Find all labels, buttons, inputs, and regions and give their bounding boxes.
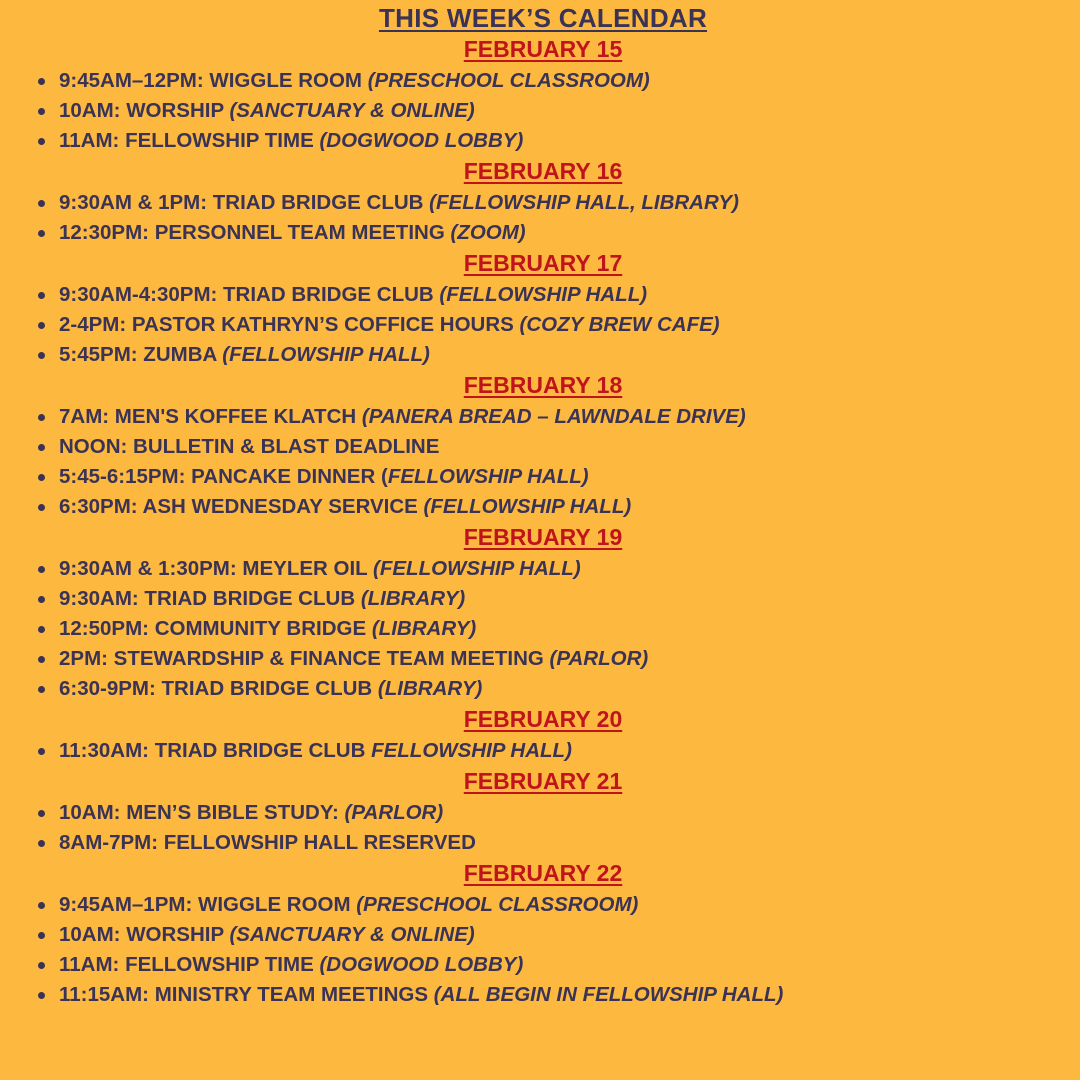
event-text: 12:50PM: COMMUNITY BRIDGE: [59, 617, 372, 640]
day-heading: FEBRUARY 20: [463, 706, 623, 732]
event-location: (LIBRARY): [371, 617, 477, 640]
page-title: THIS WEEK’S CALENDAR: [378, 3, 708, 33]
event-location: (PARLOR): [344, 801, 444, 824]
bullet-icon: [38, 474, 45, 481]
bullet-icon: [38, 444, 45, 451]
event-text: 6:30-9PM: TRIAD BRIDGE CLUB: [59, 677, 378, 700]
event-location: (ZOOM): [450, 221, 526, 244]
event-item: [0, 614, 1080, 644]
event-item: [0, 584, 1080, 614]
event-location: (FELLOWSHIP HALL): [222, 343, 430, 366]
bullet-icon: [38, 840, 45, 847]
event-location: (PRESCHOOL CLASSROOM): [367, 69, 650, 92]
event-text: 9:45AM–1PM: WIGGLE ROOM: [59, 893, 357, 916]
event-text: 9:30AM & 1PM: TRIAD BRIDGE CLUB: [59, 191, 430, 214]
bullet-icon: [38, 78, 45, 85]
bullet-icon: [38, 962, 45, 969]
event-location: (ALL BEGIN IN FELLOWSHIP HALL): [433, 983, 784, 1006]
event-text: 2PM: STEWARDSHIP & FINANCE TEAM MEETING: [59, 647, 550, 670]
event-item: [0, 890, 1080, 920]
bullet-icon: [38, 626, 45, 633]
bullet-icon: [38, 656, 45, 663]
bullet-icon: [38, 932, 45, 939]
event-location: (SANCTUARY & ONLINE): [229, 99, 475, 122]
bullet-icon: [38, 810, 45, 817]
day-section: [0, 522, 1080, 704]
event-location: (PRESCHOOL CLASSROOM): [356, 893, 639, 916]
bullet-icon: [38, 352, 45, 359]
event-location: (PANERA BREAD – LAWNDALE DRIVE): [361, 405, 746, 428]
day-heading: FEBRUARY 17: [463, 250, 623, 276]
bullet-icon: [38, 992, 45, 999]
event-item: [0, 126, 1080, 156]
event-text: 11:15AM: MINISTRY TEAM MEETINGS: [59, 983, 434, 1006]
event-item: [0, 402, 1080, 432]
event-list: [0, 554, 1080, 704]
event-text: 8AM-7PM: FELLOWSHIP HALL RESERVED: [59, 831, 476, 854]
event-item: [0, 554, 1080, 584]
event-location: (FELLOWSHIP HALL): [373, 557, 581, 580]
event-location: (FELLOWSHIP HALL): [439, 283, 648, 306]
event-list: [0, 188, 1080, 248]
event-list: [0, 280, 1080, 370]
event-item: [0, 432, 1080, 462]
bullet-icon: [38, 748, 45, 755]
bullet-icon: [38, 566, 45, 573]
event-item: [0, 644, 1080, 674]
event-list: [0, 890, 1080, 1010]
event-location: (COZY BREW CAFE): [519, 313, 720, 336]
day-section: [0, 156, 1080, 248]
bullet-icon: [38, 902, 45, 909]
event-item: [0, 828, 1080, 858]
event-text: 6:30PM: ASH WEDNESDAY SERVICE: [59, 495, 424, 518]
event-item: [0, 674, 1080, 704]
event-list: [0, 736, 1080, 766]
event-text: 9:30AM & 1:30PM: MEYLER OIL: [59, 557, 374, 580]
event-item: [0, 66, 1080, 96]
event-item: [0, 950, 1080, 980]
bullet-icon: [38, 414, 45, 421]
event-item: [0, 462, 1080, 492]
event-location: FELLOWSHIP HALL): [371, 739, 572, 762]
event-text: 9:30AM: TRIAD BRIDGE CLUB: [59, 587, 361, 610]
event-item: [0, 188, 1080, 218]
event-list: [0, 66, 1080, 156]
event-item: [0, 736, 1080, 766]
event-item: [0, 492, 1080, 522]
day-section: [0, 34, 1080, 156]
event-text: 12:30PM: PERSONNEL TEAM MEETING: [59, 221, 451, 244]
bullet-icon: [38, 230, 45, 237]
event-location: (FELLOWSHIP HALL, LIBRARY): [429, 191, 739, 214]
event-text: 5:45-6:15PM: PANCAKE DINNER (: [59, 465, 388, 488]
day-section: [0, 370, 1080, 522]
event-text: NOON: BULLETIN & BLAST DEADLINE: [59, 435, 440, 458]
bullet-icon: [38, 200, 45, 207]
event-text: 11AM: FELLOWSHIP TIME: [59, 953, 320, 976]
event-list: [0, 402, 1080, 522]
day-section: [0, 704, 1080, 766]
event-item: [0, 310, 1080, 340]
bullet-icon: [38, 108, 45, 115]
event-item: [0, 920, 1080, 950]
event-location: (SANCTUARY & ONLINE): [229, 923, 475, 946]
day-heading: FEBRUARY 22: [463, 860, 623, 886]
bullet-icon: [38, 504, 45, 511]
day-heading: FEBRUARY 21: [463, 768, 623, 794]
bullet-icon: [38, 596, 45, 603]
event-text: 2-4PM: PASTOR KATHRYN’S COFFICE HOURS: [59, 313, 520, 336]
event-item: [0, 96, 1080, 126]
event-location: FELLOWSHIP HALL): [387, 465, 589, 488]
event-item: [0, 798, 1080, 828]
event-item: [0, 218, 1080, 248]
day-heading: FEBRUARY 16: [463, 158, 623, 184]
day-section: [0, 248, 1080, 370]
day-heading: FEBRUARY 18: [463, 372, 623, 398]
event-text: 9:45AM–12PM: WIGGLE ROOM: [59, 69, 368, 92]
bullet-icon: [38, 322, 45, 329]
bullet-icon: [38, 292, 45, 299]
event-list: [0, 798, 1080, 858]
day-heading: FEBRUARY 19: [463, 524, 623, 550]
event-text: 11:30AM: TRIAD BRIDGE CLUB: [59, 739, 372, 762]
day-heading: FEBRUARY 15: [463, 36, 623, 62]
event-location: (LIBRARY): [377, 677, 483, 700]
event-text: 9:30AM-4:30PM: TRIAD BRIDGE CLUB: [59, 283, 440, 306]
event-text: 10AM: WORSHIP: [59, 99, 230, 122]
event-item: [0, 280, 1080, 310]
event-location: (FELLOWSHIP HALL): [423, 495, 632, 518]
calendar-content: [0, 34, 1080, 1010]
event-text: 10AM: MEN’S BIBLE STUDY:: [59, 801, 345, 824]
event-item: [0, 980, 1080, 1010]
event-text: 10AM: WORSHIP: [59, 923, 230, 946]
day-section: [0, 858, 1080, 1010]
event-location: (LIBRARY): [360, 587, 466, 610]
event-text: 11AM: FELLOWSHIP TIME: [59, 129, 320, 152]
event-location: (DOGWOOD LOBBY): [319, 953, 524, 976]
bullet-icon: [38, 138, 45, 145]
event-text: 5:45PM: ZUMBA: [59, 343, 223, 366]
event-item: [0, 340, 1080, 370]
bullet-icon: [38, 686, 45, 693]
day-section: [0, 766, 1080, 858]
event-location: (DOGWOOD LOBBY): [319, 129, 524, 152]
event-location: (PARLOR): [549, 647, 649, 670]
event-text: 7AM: MEN'S KOFFEE KLATCH: [59, 405, 362, 428]
